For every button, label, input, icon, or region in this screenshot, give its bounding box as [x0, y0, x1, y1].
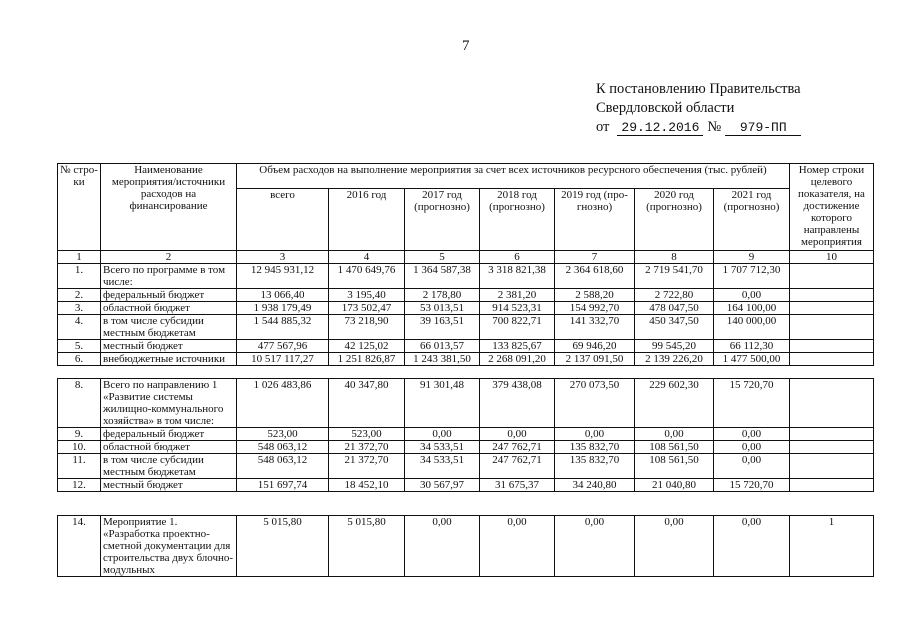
row-value: 18 452,10: [329, 479, 405, 492]
row-target: [790, 289, 874, 302]
row-value: 523,00: [237, 428, 329, 441]
row-value: 379 438,08: [480, 379, 555, 428]
row-value: 3 318 821,38: [480, 264, 555, 289]
row-value: 2 364 618,60: [555, 264, 635, 289]
row-name: федеральный бюджет: [101, 428, 237, 441]
column-index: 5: [405, 251, 480, 264]
row-target: [790, 428, 874, 441]
row-value: 12 945 931,12: [237, 264, 329, 289]
row-number: 2.: [58, 289, 101, 302]
approval-line-1: К постановлению Правительства: [596, 81, 801, 97]
table-row: [58, 302, 874, 315]
table-row: [58, 428, 874, 441]
column-index-row: [58, 251, 874, 264]
row-value: 164 100,00: [714, 302, 790, 315]
row-target: [790, 454, 874, 479]
number-label: №: [707, 119, 722, 135]
table-header: [58, 164, 874, 264]
row-value: 2 381,20: [480, 289, 555, 302]
row-value: 1 470 649,76: [329, 264, 405, 289]
row-value: 173 502,47: [329, 302, 405, 315]
row-name: федеральный бюджет: [101, 289, 237, 302]
row-target: [790, 379, 874, 428]
row-value: 2 588,20: [555, 289, 635, 302]
row-value: 478 047,50: [635, 302, 714, 315]
row-value: 10 517 117,27: [237, 353, 329, 366]
row-value: 151 697,74: [237, 479, 329, 492]
from-label: от: [596, 119, 610, 135]
table-row: [58, 379, 874, 428]
row-number: 10.: [58, 441, 101, 454]
table-row: [58, 264, 874, 289]
row-value: 69 946,20: [555, 340, 635, 353]
approval-block: [596, 80, 801, 137]
row-value: 548 063,12: [237, 441, 329, 454]
row-target: [790, 353, 874, 366]
row-value: 1 544 885,32: [237, 315, 329, 340]
table-row: [58, 454, 874, 479]
table-row: [58, 353, 874, 366]
header-year: 2016 год: [329, 189, 405, 251]
row-value: 34 533,51: [405, 454, 480, 479]
column-index: 10: [790, 251, 874, 264]
page-number: 7: [462, 38, 470, 54]
header-row-no: № стро-ки: [58, 164, 101, 251]
row-value: 108 561,50: [635, 441, 714, 454]
row-number: 12.: [58, 479, 101, 492]
row-value: 15 720,70: [714, 379, 790, 428]
row-value: 73 218,90: [329, 315, 405, 340]
row-value: 154 992,70: [555, 302, 635, 315]
row-value: 700 822,71: [480, 315, 555, 340]
row-value: 66 013,57: [405, 340, 480, 353]
section-program-total: [58, 264, 874, 366]
row-value: 5 015,80: [329, 516, 405, 577]
row-target: [790, 441, 874, 454]
row-value: 270 073,50: [555, 379, 635, 428]
row-name: Мероприятие 1. «Разработка проектно-сметной документации для строительства двух блочно-модульных: [101, 516, 237, 577]
row-value: 0,00: [635, 516, 714, 577]
row-value: 3 195,40: [329, 289, 405, 302]
row-number: 9.: [58, 428, 101, 441]
row-value: 0,00: [405, 516, 480, 577]
row-value: 247 762,71: [480, 454, 555, 479]
row-value: 135 832,70: [555, 454, 635, 479]
row-target: [790, 315, 874, 340]
row-value: 135 832,70: [555, 441, 635, 454]
header-year: 2021 год (прогнозно): [714, 189, 790, 251]
header-volume: Объем расходов на выполнение мероприятия за счет всех источников ресурсного обеспечения (тыс. рублей): [237, 164, 790, 189]
row-target: [790, 479, 874, 492]
row-target: [790, 264, 874, 289]
row-number: 5.: [58, 340, 101, 353]
approval-number: 979-ПП: [725, 120, 801, 136]
row-value: 21 040,80: [635, 479, 714, 492]
table-row: [58, 516, 874, 577]
row-number: 11.: [58, 454, 101, 479]
row-value: 1 026 483,86: [237, 379, 329, 428]
row-value: 140 000,00: [714, 315, 790, 340]
row-value: 0,00: [480, 516, 555, 577]
row-value: 34 240,80: [555, 479, 635, 492]
row-value: 523,00: [329, 428, 405, 441]
row-value: 1 477 500,00: [714, 353, 790, 366]
header-year: 2019 год (про-гнозно): [555, 189, 635, 251]
row-value: 450 347,50: [635, 315, 714, 340]
row-value: 0,00: [405, 428, 480, 441]
row-value: 247 762,71: [480, 441, 555, 454]
row-name: областной бюджет: [101, 441, 237, 454]
row-target: [790, 340, 874, 353]
row-value: 0,00: [480, 428, 555, 441]
column-index: 4: [329, 251, 405, 264]
row-value: 108 561,50: [635, 454, 714, 479]
header-year: 2020 год (прогнозно): [635, 189, 714, 251]
row-value: 1 243 381,50: [405, 353, 480, 366]
header-year: 2018 год (прогнозно): [480, 189, 555, 251]
row-value: 0,00: [714, 454, 790, 479]
row-value: 0,00: [714, 289, 790, 302]
row-value: 0,00: [714, 441, 790, 454]
row-value: 99 545,20: [635, 340, 714, 353]
column-index: 8: [635, 251, 714, 264]
row-value: 42 125,02: [329, 340, 405, 353]
row-name: в том числе субсидии местным бюджетам: [101, 454, 237, 479]
column-index: 6: [480, 251, 555, 264]
row-number: 6.: [58, 353, 101, 366]
row-value: 5 015,80: [237, 516, 329, 577]
row-value: 0,00: [555, 516, 635, 577]
row-value: 133 825,67: [480, 340, 555, 353]
column-index: 7: [555, 251, 635, 264]
funding-table-activity-1: [57, 515, 874, 577]
row-value: 548 063,12: [237, 454, 329, 479]
funding-table-direction-1: [57, 378, 874, 492]
row-value: 229 602,30: [635, 379, 714, 428]
row-value: 13 066,40: [237, 289, 329, 302]
row-name: Всего по программе в том числе:: [101, 264, 237, 289]
row-value: 2 139 226,20: [635, 353, 714, 366]
row-value: 66 112,30: [714, 340, 790, 353]
row-value: 53 013,51: [405, 302, 480, 315]
row-value: 0,00: [635, 428, 714, 441]
row-value: 914 523,31: [480, 302, 555, 315]
row-value: 15 720,70: [714, 479, 790, 492]
header-year: всего: [237, 189, 329, 251]
row-name: местный бюджет: [101, 340, 237, 353]
row-value: 2 722,80: [635, 289, 714, 302]
column-index: 3: [237, 251, 329, 264]
row-value: 0,00: [714, 516, 790, 577]
section-direction-1: [58, 379, 874, 492]
approval-line-2: Свердловской области: [596, 100, 735, 116]
table-row: [58, 441, 874, 454]
row-value: 1 938 179,49: [237, 302, 329, 315]
table-row: [58, 289, 874, 302]
row-target: 1: [790, 516, 874, 577]
row-name: в том числе субсидии местным бюджетам: [101, 315, 237, 340]
row-number: 14.: [58, 516, 101, 577]
row-value: 0,00: [714, 428, 790, 441]
table-row: [58, 340, 874, 353]
row-name: областной бюджет: [101, 302, 237, 315]
table-row: [58, 479, 874, 492]
section-activity-1: [58, 516, 874, 577]
column-index: 2: [101, 251, 237, 264]
row-value: 21 372,70: [329, 454, 405, 479]
funding-table-main: [57, 163, 874, 366]
row-number: 4.: [58, 315, 101, 340]
column-index: 9: [714, 251, 790, 264]
row-value: 2 178,80: [405, 289, 480, 302]
row-value: 34 533,51: [405, 441, 480, 454]
approval-line-3: [596, 118, 801, 137]
row-value: 1 707 712,30: [714, 264, 790, 289]
row-value: 21 372,70: [329, 441, 405, 454]
row-number: 3.: [58, 302, 101, 315]
row-value: 31 675,37: [480, 479, 555, 492]
table-row: [58, 315, 874, 340]
row-value: 39 163,51: [405, 315, 480, 340]
row-number: 1.: [58, 264, 101, 289]
header-year: 2017 год (прогнозно): [405, 189, 480, 251]
row-name: Всего по направлению 1 «Развитие системы жилищно-коммунального хозяйства» в том числе:: [101, 379, 237, 428]
row-target: [790, 302, 874, 315]
row-value: 40 347,80: [329, 379, 405, 428]
row-name: внебюджетные источники: [101, 353, 237, 366]
row-value: 2 268 091,20: [480, 353, 555, 366]
approval-date: 29.12.2016: [617, 120, 703, 136]
row-value: 1 251 826,87: [329, 353, 405, 366]
row-value: 30 567,97: [405, 479, 480, 492]
row-value: 2 137 091,50: [555, 353, 635, 366]
row-value: 2 719 541,70: [635, 264, 714, 289]
row-name: местный бюджет: [101, 479, 237, 492]
row-value: 91 301,48: [405, 379, 480, 428]
row-value: 141 332,70: [555, 315, 635, 340]
row-value: 477 567,96: [237, 340, 329, 353]
column-index: 1: [58, 251, 101, 264]
row-number: 8.: [58, 379, 101, 428]
header-target: Номер строки целевого показателя, на достижение которого направлены мероприятия: [790, 164, 874, 251]
row-value: 0,00: [555, 428, 635, 441]
row-value: 1 364 587,38: [405, 264, 480, 289]
header-name: Наименование мероприятия/источники расходов на финансирование: [101, 164, 237, 251]
